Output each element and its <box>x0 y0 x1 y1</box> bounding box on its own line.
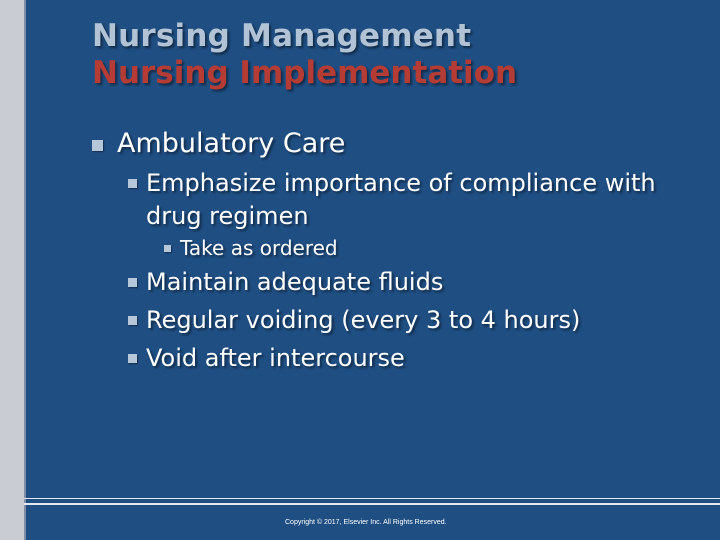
square-bullet-icon <box>164 245 171 252</box>
title-subtitle: Nursing Implementation <box>92 55 518 91</box>
bullet-ambulatory-care <box>92 128 700 159</box>
copyright-notice: Copyright © 2017, Elsevier Inc. All Rights Reserved. <box>285 519 447 526</box>
square-bullet-icon <box>92 140 103 151</box>
square-bullet-icon <box>128 278 137 287</box>
bullet-text: Take as ordered <box>180 236 338 260</box>
title-main: Nursing Management <box>92 18 472 54</box>
bullet-text: Ambulatory Care <box>117 128 346 159</box>
slide-body <box>92 128 700 375</box>
square-bullet-icon <box>128 354 137 363</box>
footer-divider-thick <box>24 503 720 505</box>
bullet-void-after-intercourse <box>128 342 700 375</box>
bullet-voiding <box>128 304 700 337</box>
left-strip-divider <box>24 0 26 540</box>
square-bullet-icon <box>128 179 137 188</box>
square-bullet-icon <box>128 316 137 325</box>
slide-title <box>92 18 517 91</box>
bullet-text: Regular voiding (every 3 to 4 hours) <box>146 306 581 334</box>
left-decorative-strip <box>0 0 24 540</box>
bullet-compliance <box>128 167 700 233</box>
bullet-take-as-ordered <box>164 236 700 260</box>
footer-divider-thin <box>24 498 720 499</box>
bullet-text: Maintain adequate fluids <box>146 268 444 296</box>
bullet-fluids <box>128 266 700 299</box>
bullet-text: Void after intercourse <box>146 344 405 372</box>
bullet-text: Emphasize importance of compliance with drug regimen <box>146 169 656 230</box>
